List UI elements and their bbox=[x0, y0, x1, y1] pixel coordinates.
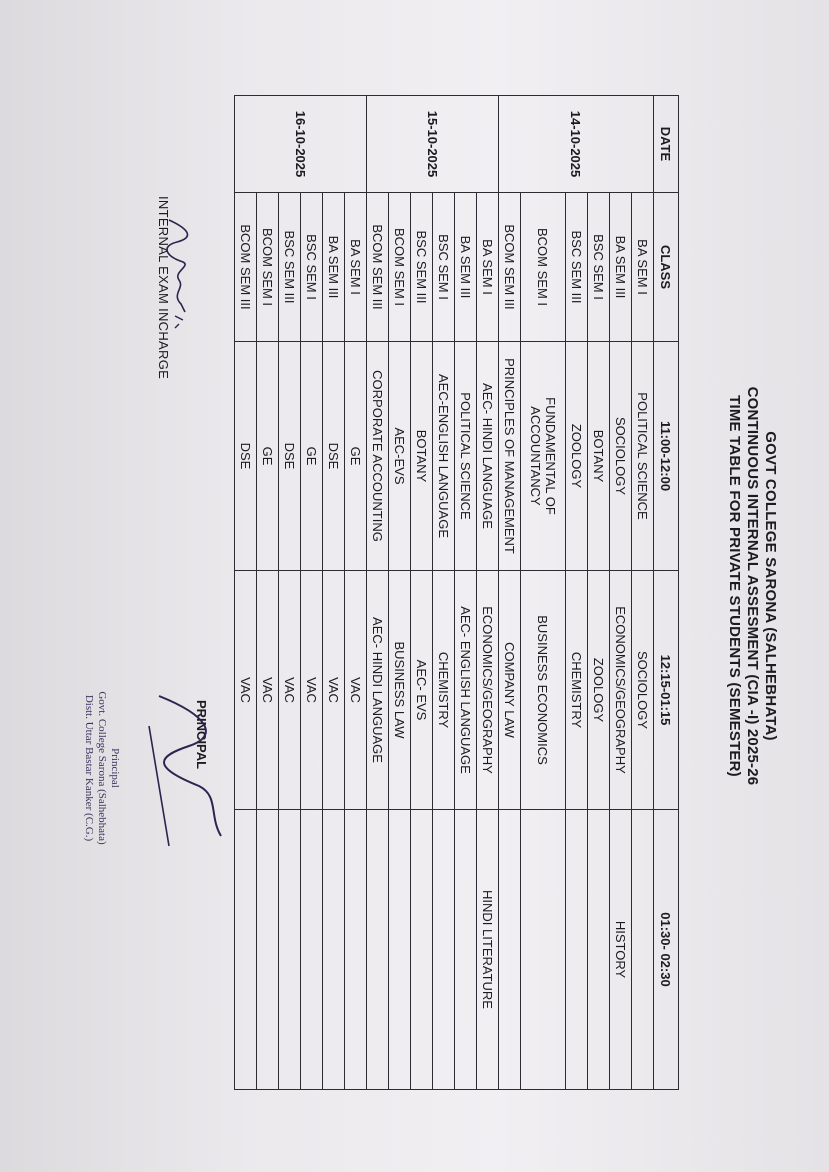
class-cell: BCOM SEM III bbox=[367, 193, 389, 342]
slot2-cell: ZOOLOGY bbox=[588, 571, 610, 810]
slot1-cell: GE bbox=[345, 342, 367, 571]
column-header: CLASS bbox=[654, 193, 679, 342]
class-cell: BSC SEM I bbox=[588, 193, 610, 342]
table-header-row bbox=[654, 96, 679, 1090]
table-row bbox=[367, 96, 389, 1090]
table-row bbox=[235, 96, 257, 1090]
class-cell: BCOM SEM I bbox=[257, 193, 279, 342]
table-row bbox=[477, 96, 499, 1090]
column-header: DATE bbox=[654, 96, 679, 193]
slot1-cell: ZOOLOGY bbox=[566, 342, 588, 571]
slot3-cell: HISTORY bbox=[610, 810, 632, 1090]
class-cell: BCOM SEM III bbox=[499, 193, 521, 342]
principal-seal bbox=[82, 668, 121, 868]
slot2-cell: VAC bbox=[301, 571, 323, 810]
principal-signature bbox=[139, 686, 229, 856]
incharge-label: INTERNAL EXAM INCHARGE bbox=[156, 196, 171, 380]
seal-line: Govt. College Sarona (Salhebhata) bbox=[96, 691, 108, 845]
seal-line: Principal bbox=[109, 748, 121, 788]
slot3-cell bbox=[632, 810, 654, 1090]
table-row bbox=[566, 96, 588, 1090]
table-row bbox=[632, 96, 654, 1090]
table-row bbox=[301, 96, 323, 1090]
table-row bbox=[588, 96, 610, 1090]
date-cell: 14-10-2025 bbox=[499, 96, 654, 193]
table-row bbox=[433, 96, 455, 1090]
slot3-cell bbox=[433, 810, 455, 1090]
timetable bbox=[234, 95, 679, 1090]
slot2-cell: BUSINESS ECONOMICS bbox=[521, 571, 566, 810]
slot3-cell bbox=[235, 810, 257, 1090]
slot1-cell: POLITICAL SCIENCE bbox=[455, 342, 477, 571]
class-cell: BSC SEM I bbox=[301, 193, 323, 342]
slot1-cell: AEC-ENGLISH LANGUAGE bbox=[433, 342, 455, 571]
slot1-cell: BOTANY bbox=[411, 342, 433, 571]
document-header bbox=[725, 0, 779, 1172]
college-name: GOVT COLLEGE SARONA (SALHEBHATA) bbox=[762, 431, 779, 741]
class-cell: BA SEM I bbox=[345, 193, 367, 342]
slot1-cell: DSE bbox=[235, 342, 257, 571]
class-cell: BCOM SEM III bbox=[235, 193, 257, 342]
slot1-cell: AEC-EVS bbox=[389, 342, 411, 571]
slot2-cell: AEC- EVS bbox=[411, 571, 433, 810]
class-cell: BA SEM I bbox=[477, 193, 499, 342]
slot3-cell bbox=[521, 810, 566, 1090]
class-cell: BSC SEM III bbox=[566, 193, 588, 342]
slot2-cell: VAC bbox=[345, 571, 367, 810]
slot1-cell: SOCIOLOGY bbox=[610, 342, 632, 571]
timetable-subtitle: TIME TABLE FOR PRIVATE STUDENTS (SEMESTER) bbox=[726, 395, 743, 777]
slot1-cell: POLITICAL SCIENCE bbox=[632, 342, 654, 571]
table-row bbox=[521, 96, 566, 1090]
slot1-cell: FUNDAMENTAL OF ACCOUNTANCY bbox=[521, 342, 566, 571]
slot2-cell: VAC bbox=[235, 571, 257, 810]
slot2-cell: AEC- ENGLISH LANGUAGE bbox=[455, 571, 477, 810]
principal-label: PRINCIPAL bbox=[194, 700, 209, 770]
column-header: 01:30- 02:30 bbox=[654, 810, 679, 1090]
slot3-cell bbox=[455, 810, 477, 1090]
slot3-cell bbox=[279, 810, 301, 1090]
slot2-cell: VAC bbox=[279, 571, 301, 810]
slot2-cell: VAC bbox=[323, 571, 345, 810]
slot1-cell: GE bbox=[257, 342, 279, 571]
slot3-cell bbox=[257, 810, 279, 1090]
slot2-cell: ECONOMICS/GEOGRAPHY bbox=[610, 571, 632, 810]
slot1-cell: CORPORATE ACCOUNTING bbox=[367, 342, 389, 571]
class-cell: BA SEM III bbox=[323, 193, 345, 342]
slot3-cell bbox=[588, 810, 610, 1090]
slot3-cell: HINDI LITERATURE bbox=[477, 810, 499, 1090]
slot1-cell: DSE bbox=[279, 342, 301, 571]
class-cell: BA SEM III bbox=[455, 193, 477, 342]
date-cell: 16-10-2025 bbox=[235, 96, 367, 193]
slot3-cell bbox=[323, 810, 345, 1090]
table-row bbox=[279, 96, 301, 1090]
slot2-cell: CHEMISTRY bbox=[433, 571, 455, 810]
incharge-signature-block bbox=[156, 196, 171, 379]
slot1-cell: AEC- HINDI LANGUAGE bbox=[477, 342, 499, 571]
slot3-cell bbox=[345, 810, 367, 1090]
timetable-body bbox=[235, 96, 654, 1090]
table-row bbox=[345, 96, 367, 1090]
column-header: 11:00-12:00 bbox=[654, 342, 679, 571]
column-header: 12:15-01:15 bbox=[654, 571, 679, 810]
slot2-cell: BUSINESS LAW bbox=[389, 571, 411, 810]
seal-line: Distt. Uttar Bastar Kanker (C.G.) bbox=[83, 694, 95, 842]
class-cell: BSC SEM I bbox=[433, 193, 455, 342]
assessment-title: CONTINUOUS INTERNAL ASSESMENT (CIA -I) 2025-26 bbox=[744, 386, 761, 786]
slot1-cell: DSE bbox=[323, 342, 345, 571]
slot2-cell: AEC- HINDI LANGUAGE bbox=[367, 571, 389, 810]
slot2-cell: CHEMISTRY bbox=[566, 571, 588, 810]
slot1-cell: GE bbox=[301, 342, 323, 571]
slot2-cell: VAC bbox=[257, 571, 279, 810]
class-cell: BCOM SEM I bbox=[389, 193, 411, 342]
table-row bbox=[257, 96, 279, 1090]
slot2-cell: COMPANY LAW bbox=[499, 571, 521, 810]
slot3-cell bbox=[566, 810, 588, 1090]
class-cell: BA SEM III bbox=[610, 193, 632, 342]
class-cell: BCOM SEM I bbox=[521, 193, 566, 342]
class-cell: BSC SEM III bbox=[279, 193, 301, 342]
slot3-cell bbox=[301, 810, 323, 1090]
slot1-cell: PRINCIPLES OF MANAGEMENT bbox=[499, 342, 521, 571]
table-row bbox=[323, 96, 345, 1090]
slot3-cell bbox=[389, 810, 411, 1090]
table-row bbox=[389, 96, 411, 1090]
slot3-cell bbox=[367, 810, 389, 1090]
table-row bbox=[411, 96, 433, 1090]
table-row bbox=[499, 96, 521, 1090]
class-cell: BA SEM I bbox=[632, 193, 654, 342]
table-row bbox=[455, 96, 477, 1090]
slot1-cell: BOTANY bbox=[588, 342, 610, 571]
slot2-cell: SOCIOLOGY bbox=[632, 571, 654, 810]
slot2-cell: ECONOMICS/GEOGRAPHY bbox=[477, 571, 499, 810]
slot3-cell bbox=[499, 810, 521, 1090]
table-row bbox=[610, 96, 632, 1090]
incharge-signature bbox=[161, 216, 195, 336]
date-cell: 15-10-2025 bbox=[367, 96, 499, 193]
slot3-cell bbox=[411, 810, 433, 1090]
class-cell: BSC SEM III bbox=[411, 193, 433, 342]
